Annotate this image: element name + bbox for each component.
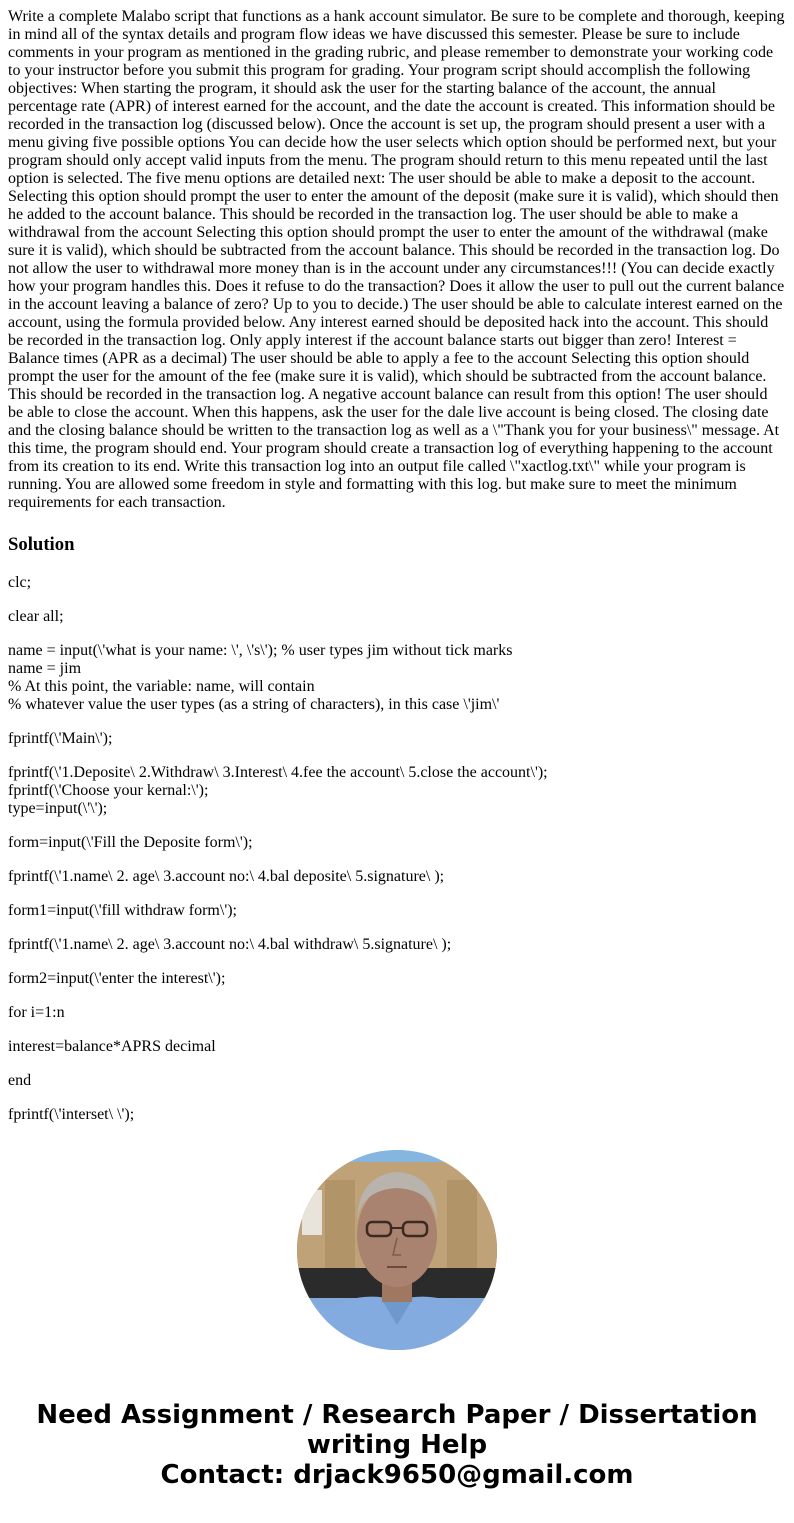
code-paragraph bbox=[8, 730, 786, 748]
solution-code bbox=[8, 574, 786, 1124]
promo-line-1: Need Assignment / Research Paper / Dissertation bbox=[36, 1400, 758, 1430]
code-comment: % At this point, the variable: name, will contain bbox=[8, 678, 315, 695]
promo-banner bbox=[8, 1400, 786, 1520]
code-line: fprintf(\'1.name\ 2. age\ 3.account no:\ 4.bal deposite\ 5.signature\ ); bbox=[8, 868, 445, 885]
code-paragraph bbox=[8, 868, 786, 886]
promo-line-2: writing Help bbox=[306, 1430, 488, 1460]
code-line: form2=input(\'enter the interest\'); bbox=[8, 970, 226, 987]
code-line: fprintf(\'1.Deposite\ 2.Withdraw\ 3.Interest\ 4.fee the account\ 5.close the account\'); bbox=[8, 764, 548, 781]
question-text: Write a complete Malabo script that functions as a hank account simulator. Be sure to be complete and thorough, keeping in mind all of the syntax details and program flow ideas we have discussed this semester. Please be sure to include comments in your program as mentioned in the grading rubric, and please remember to demonstrate your working code to your instructor before you submit this program for grading. Your program script should accomplish the following objectives: When starting the program, it should ask the user for the starting balance of the account, the annual percentage rate (APR) of interest earned for the account, and the date the account is created. This information should be recorded in the transaction log (discussed below). Once the account is set up, the program should present a user with a menu giving five possible options You can decide how the user selects which option should be performed next, but your program should only accept valid inputs from the menu. The program should return to this menu repeated until the last option is selected. The five menu options are detailed next: The user should be able to make a deposit to the account. Selecting this option should prompt the user to enter the amount of the deposit (make sure it is valid), which should then he added to the account balance. This should be recorded in the transaction log. The user should be able to make a withdrawal from the account Selecting this option should prompt the user to enter the amount of the withdrawal (make sure it is valid), which should be subtracted from the account balance. This should be recorded in the transaction log. Do not allow the user to withdrawal more money than is in the account under any circumstances!!! (You can decide exactly how your program handles this. Does it refuse to do the transaction? Does it allow the user to pull out the current balance in the account leaving a balance of zero? Up to you to decide.) The user should be able to calculate interest earned on the account, using the formula provided below. Any interest earned should be deposited hack into the account. This should be recorded in the transaction log. Only apply interest if the account balance starts out bigger than zero! Interest = Balance times (APR as a decimal) The user should be able to apply a fee to the account Selecting this option should prompt the user for the amount of the fee (make sure it is valid), which should be subtracted from the account balance. This should be recorded in the transaction log. A negative account balance can result from this option! The user should be able to close the account. When this happens, ask the user for the dale live account is being closed. The closing date and the closing balance should be written to the transaction log as well as a \"Thank you for your business\" message. At this time, the program should end. Your program should create a transaction log of everything happening to the account from its creation to its end. Write this transaction log into an output file called \"xactlog.txt\" while your program is running. You are allowed some freedom in style and formatting with this log. but make sure to meet the minimum requirements for each transaction. bbox=[8, 8, 785, 511]
code-line: fprintf(\'interset\ \'); bbox=[8, 1106, 135, 1123]
tutor-avatar bbox=[297, 1150, 497, 1350]
code-paragraph bbox=[8, 970, 786, 988]
promo-contact: Contact: drjack9650@gmail.com bbox=[160, 1460, 634, 1490]
code-line: end bbox=[8, 1072, 32, 1089]
code-paragraph bbox=[8, 764, 786, 818]
code-line: form=input(\'Fill the Deposite form\'); bbox=[8, 834, 253, 851]
code-line: type=input(\'\'); bbox=[8, 800, 108, 817]
code-paragraph bbox=[8, 902, 786, 920]
code-line: clc; bbox=[8, 574, 32, 591]
code-line: clear all; bbox=[8, 608, 64, 625]
code-line: interest=balance*APRS decimal bbox=[8, 1038, 216, 1055]
code-paragraph bbox=[8, 1072, 786, 1090]
tutor-avatar-container bbox=[8, 1150, 786, 1350]
code-line: name = input(\'what is your name: \', \'s\'); % user types jim without tick marks bbox=[8, 642, 513, 659]
code-line: name = jim bbox=[8, 660, 82, 677]
solution-heading: Solution bbox=[8, 534, 75, 555]
code-line: for i=1:n bbox=[8, 1004, 65, 1021]
code-line: form1=input(\'fill withdraw form\'); bbox=[8, 902, 237, 919]
code-line: fprintf(\'Main\'); bbox=[8, 730, 113, 747]
code-paragraph bbox=[8, 1038, 786, 1056]
person-portrait-icon bbox=[297, 1150, 497, 1350]
code-line: fprintf(\'Choose your kernal:\'); bbox=[8, 782, 209, 799]
code-paragraph bbox=[8, 1004, 786, 1022]
code-line: fprintf(\'1.name\ 2. age\ 3.account no:\ 4.bal withdraw\ 5.signature\ ); bbox=[8, 936, 452, 953]
code-paragraph bbox=[8, 574, 786, 592]
code-paragraph bbox=[8, 1106, 786, 1124]
code-paragraph bbox=[8, 608, 786, 626]
code-paragraph bbox=[8, 936, 786, 954]
code-paragraph bbox=[8, 642, 786, 714]
code-comment: % whatever value the user types (as a string of characters), in this case \'jim\' bbox=[8, 696, 500, 713]
code-paragraph bbox=[8, 834, 786, 852]
